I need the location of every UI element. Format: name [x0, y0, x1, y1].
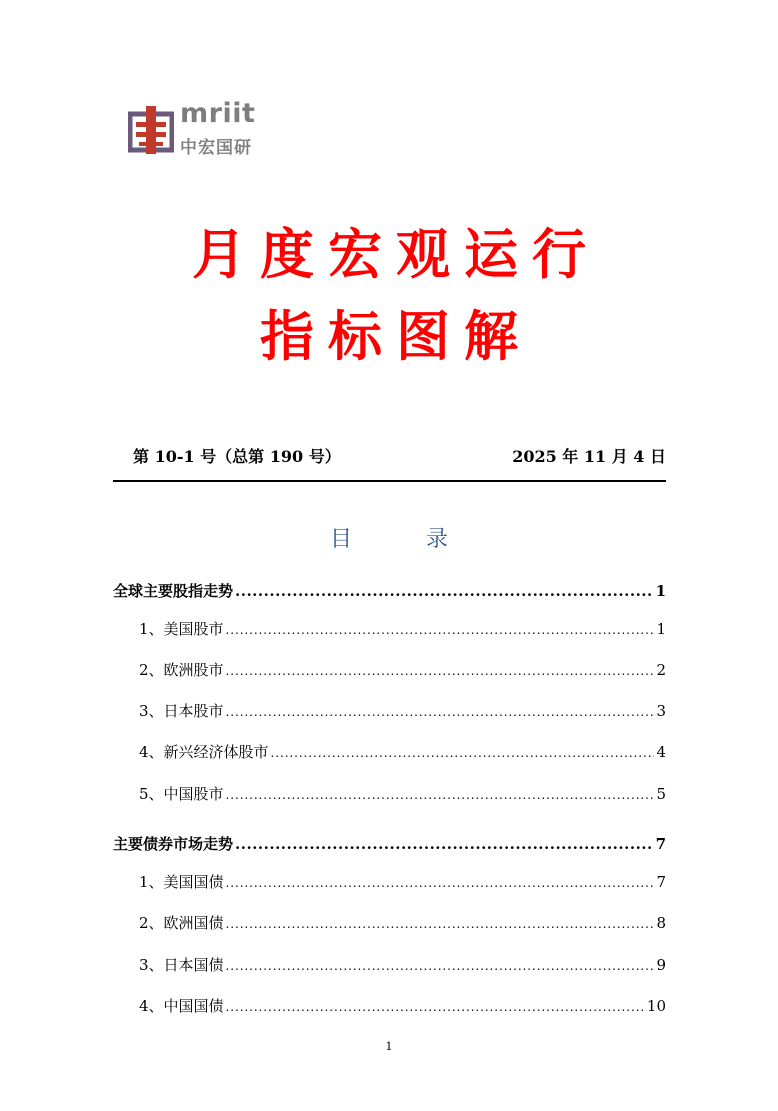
- toc-leader: [226, 785, 655, 803]
- mriit-logo-icon: [128, 104, 174, 156]
- toc-item[interactable]: [139, 741, 666, 762]
- toc-page-number: 8: [656, 914, 666, 932]
- issue-date: 2025 年 11 月 4 日: [512, 447, 666, 466]
- toc-item-label: 4、中国国债: [139, 997, 224, 1015]
- toc-page-number: 9: [656, 956, 666, 974]
- footer-page-number: 1: [385, 1040, 393, 1053]
- logo-text-cn: 中宏国研: [180, 138, 252, 158]
- logo: [128, 98, 278, 158]
- toc-leader: [226, 914, 655, 932]
- header-divider: [113, 480, 666, 482]
- toc-item[interactable]: [139, 954, 666, 975]
- toc-leader: [226, 620, 655, 638]
- toc-item-label: 1、美国国债: [139, 873, 224, 891]
- toc-page-number: 7: [656, 873, 666, 891]
- toc-item[interactable]: [139, 700, 666, 721]
- toc-heading: 目 录: [329, 527, 474, 552]
- toc-section[interactable]: [113, 580, 666, 601]
- toc-leader: [235, 582, 654, 600]
- toc-page-number: 2: [656, 661, 666, 679]
- toc-item[interactable]: [139, 659, 666, 680]
- document-title-line-2: 指标图解: [260, 305, 532, 368]
- toc-section[interactable]: [113, 833, 666, 854]
- toc-leader: [271, 743, 655, 761]
- toc-leader: [235, 835, 654, 853]
- toc-item[interactable]: [139, 783, 666, 804]
- issue-row: [113, 440, 666, 470]
- toc-page-number: 4: [656, 743, 666, 761]
- toc-item-label: 1、美国股市: [139, 620, 224, 638]
- toc-page-number: 1: [655, 582, 666, 600]
- toc-leader: [226, 702, 655, 720]
- toc-item[interactable]: [139, 871, 666, 892]
- toc-page-number: 5: [656, 785, 666, 803]
- toc-item-label: 2、欧洲国债: [139, 914, 224, 932]
- toc-leader: [226, 661, 655, 679]
- toc-section-label: 主要债券市场走势: [113, 835, 234, 853]
- toc-page-number: 1: [656, 620, 666, 638]
- toc-item-label: 3、日本国债: [139, 956, 224, 974]
- toc-page-number: 3: [656, 702, 666, 720]
- issue-number: 第 10-1 号（总第 190 号）: [133, 447, 341, 466]
- toc-leader: [226, 997, 645, 1015]
- toc-item-label: 2、欧洲股市: [139, 661, 224, 679]
- logo-text-en: mriit: [180, 98, 256, 129]
- toc-page-number: 10: [646, 997, 666, 1015]
- toc-item[interactable]: [139, 618, 666, 639]
- toc-item[interactable]: [139, 912, 666, 933]
- toc-leader: [226, 873, 655, 891]
- toc-section-label: 全球主要股指走势: [113, 582, 234, 600]
- toc-item-label: 4、新兴经济体股市: [139, 743, 269, 761]
- toc-item[interactable]: [139, 995, 666, 1016]
- toc-item-label: 5、中国股市: [139, 785, 224, 803]
- toc-page-number: 7: [655, 835, 666, 853]
- document-title-line-1: 月度宏观运行: [192, 223, 600, 286]
- toc-item-label: 3、日本股市: [139, 702, 224, 720]
- toc-leader: [226, 956, 655, 974]
